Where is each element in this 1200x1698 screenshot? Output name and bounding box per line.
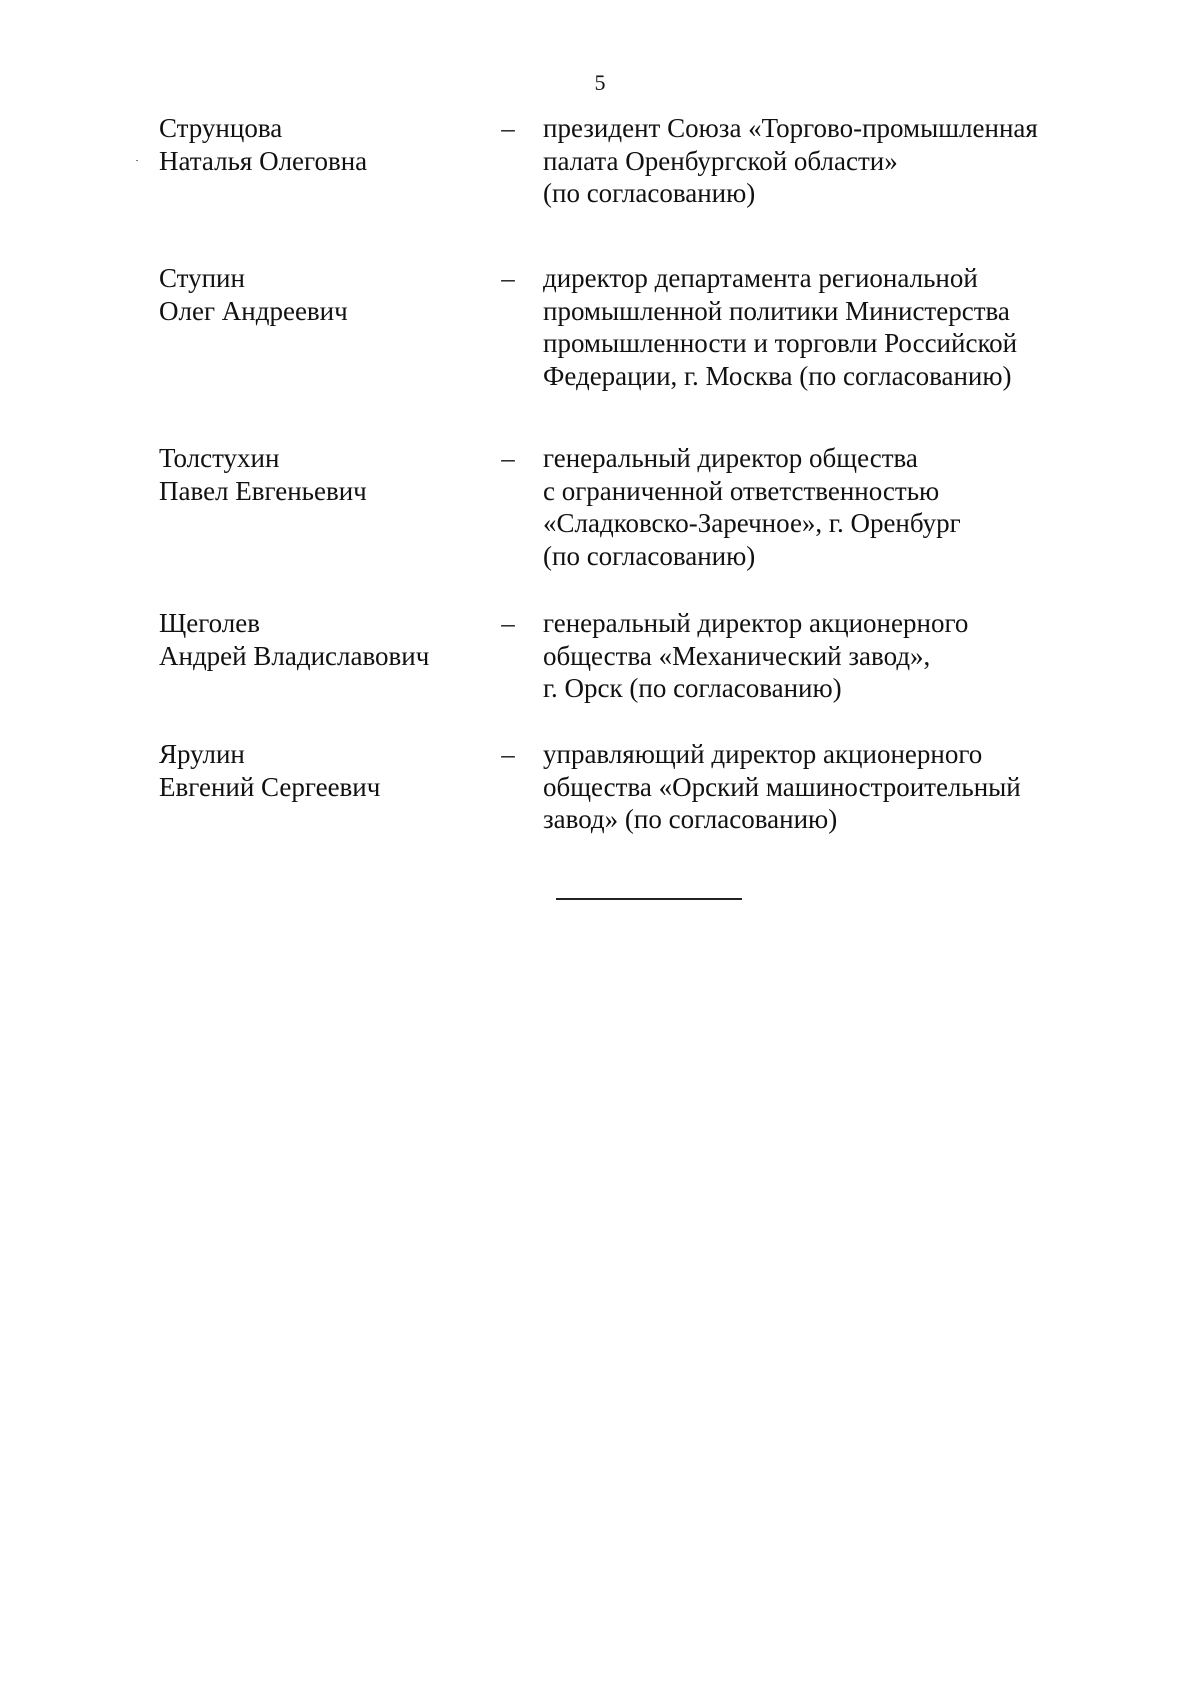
- member-given-names: Андрей Владиславович: [159, 640, 430, 671]
- member-entry: [0, 262, 1200, 442]
- member-given-names: Наталья Олеговна: [159, 145, 368, 176]
- position-line: генеральный директор акционерного: [543, 608, 969, 638]
- member-position: [543, 442, 1103, 572]
- member-surname: Ступин: [159, 263, 245, 293]
- member-entry: [0, 112, 1200, 262]
- page-number: 5: [594, 70, 606, 95]
- member-surname: Ярулин: [159, 739, 245, 769]
- position-line: генеральный директор общества: [543, 443, 918, 473]
- position-line: (по согласованию): [543, 540, 756, 571]
- member-position: [543, 262, 1103, 392]
- position-line: с ограниченной ответственностью: [543, 475, 940, 506]
- position-line: (по согласованию): [543, 178, 756, 208]
- member-given-names: Евгений Сергеевич: [159, 771, 381, 802]
- position-line: общества «Орский машиностроительный: [543, 771, 1021, 802]
- entry-dash: –: [501, 608, 515, 638]
- position-line: Федерации, г. Москва (по согласованию): [543, 360, 1012, 391]
- entry-dash: –: [501, 263, 515, 293]
- entry-dash: –: [501, 443, 515, 473]
- member-entry: [0, 738, 1200, 848]
- position-line: «Сладковско-Заречное», г. Оренбург: [543, 508, 961, 538]
- position-line: завод» (по согласованию): [543, 804, 838, 834]
- position-line: палата Оренбургской области»: [543, 145, 898, 176]
- member-entry: [0, 442, 1200, 607]
- member-name: [159, 738, 489, 803]
- entry-dash: –: [501, 739, 515, 769]
- member-position: [543, 112, 1103, 210]
- position-line: управляющий директор акционерного: [543, 739, 983, 769]
- entry-dash: –: [501, 113, 515, 143]
- member-position: [543, 738, 1103, 836]
- position-line: общества «Механический завод»,: [543, 640, 931, 671]
- member-name: [159, 112, 489, 177]
- closing-rule: [556, 898, 742, 900]
- member-position: [543, 607, 1103, 705]
- member-given-names: Олег Андреевич: [159, 295, 348, 326]
- position-line: промышленной политики Министерства: [543, 295, 1010, 326]
- member-given-names: Павел Евгеньевич: [159, 475, 367, 506]
- member-surname: Толстухин: [159, 443, 280, 473]
- position-line: промышленности и торговли Российской: [543, 328, 1018, 358]
- position-line: президент Союза «Торгово-промышленная: [543, 113, 1038, 143]
- member-name: [159, 262, 489, 327]
- member-surname: Щеголев: [159, 608, 260, 638]
- position-line: директор департамента региональной: [543, 263, 978, 293]
- position-line: г. Орск (по согласованию): [543, 673, 842, 703]
- member-surname: Струнцова: [159, 113, 283, 143]
- member-name: [159, 607, 489, 672]
- member-name: [159, 442, 489, 507]
- member-entry: [0, 607, 1200, 738]
- member-list: [0, 112, 1200, 848]
